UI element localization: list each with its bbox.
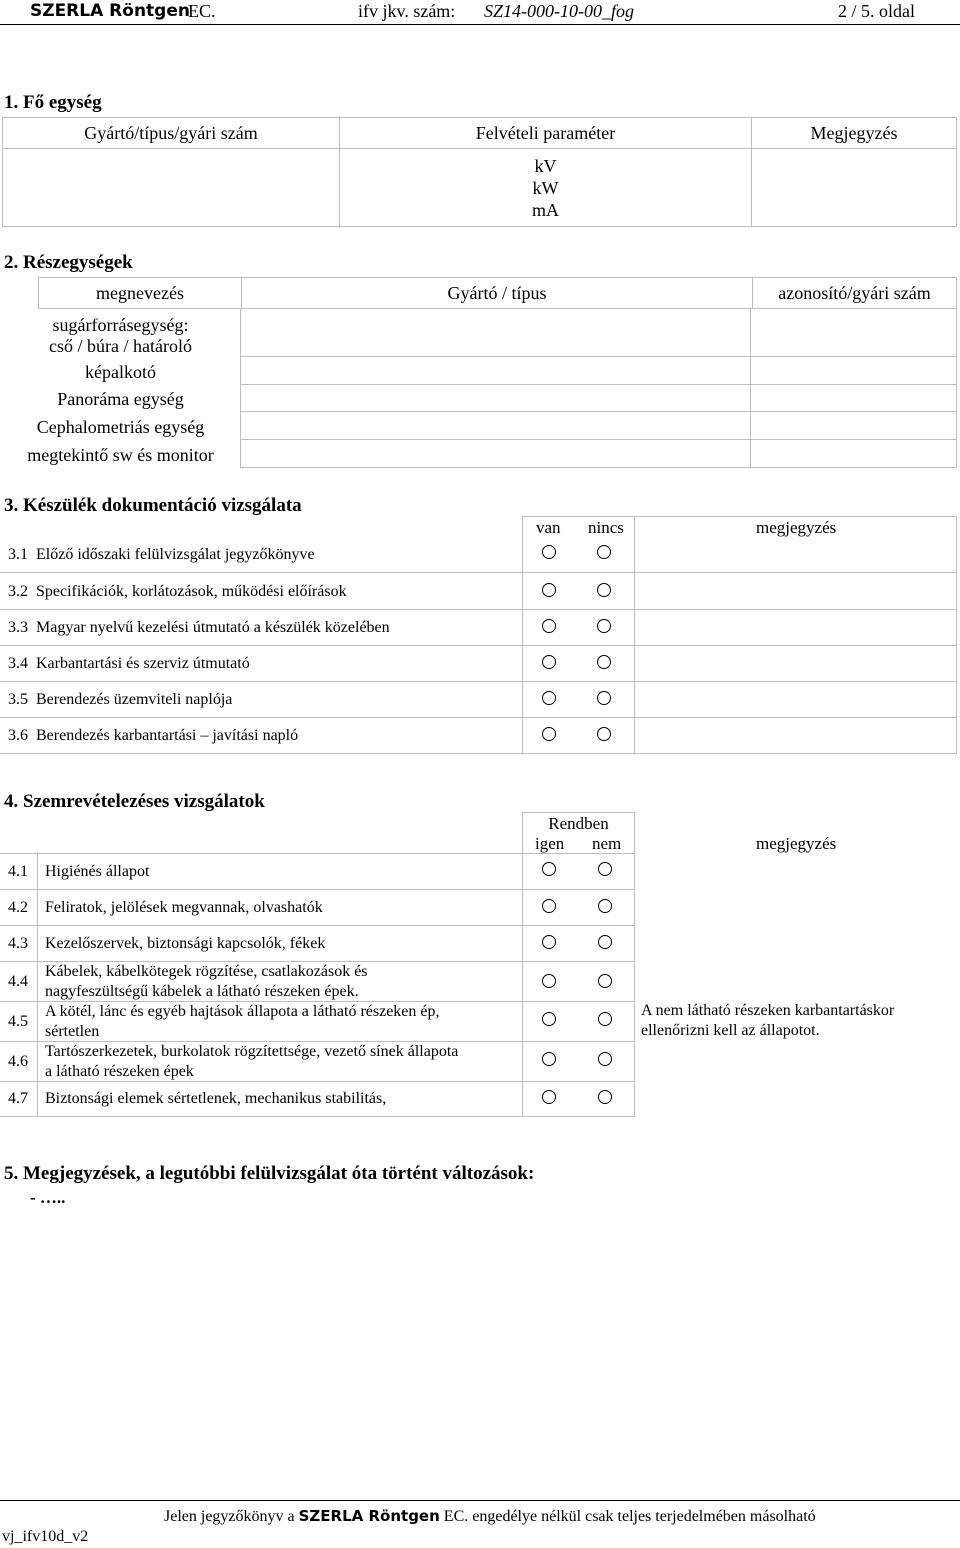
param-kv: kV <box>534 155 557 176</box>
s4-note-line2: ellenőrizni kell az állapotot. <box>641 1022 820 1039</box>
footer-notice <box>164 1507 816 1526</box>
s3-1-nincs-radio[interactable] <box>597 545 611 559</box>
s3-3-nincs-radio[interactable] <box>597 619 611 633</box>
s3-6-nincs-radio[interactable] <box>597 727 611 741</box>
s4-6-igen-radio[interactable] <box>542 1052 556 1066</box>
s4-item-6-line1: Tartószerkezetek, burkolatok rögzítettsége, vezető sínek állapota <box>45 1043 459 1060</box>
s3-item-2-label: Specifikációk, korlátozások, működési előírások <box>36 583 347 600</box>
subunits-col-maker: Gyártó / típus <box>242 278 753 309</box>
s4-item-7-label: Biztonsági elemek sértetlenek, mechanikus stabilitás, <box>45 1090 387 1107</box>
s3-4-van-radio[interactable] <box>542 655 556 669</box>
s3-col-van: van <box>536 518 561 537</box>
s3-col-nincs: nincs <box>588 518 624 537</box>
footer-code: vj_ifv10d_v2 <box>2 1528 89 1545</box>
s3-item-3 <box>8 619 390 637</box>
subunit-source-sub: cső / búra / határoló <box>49 336 192 356</box>
s4-4-nem-radio[interactable] <box>598 974 612 988</box>
subunits-serial-area[interactable] <box>751 309 956 467</box>
s4-3-igen-radio[interactable] <box>542 935 556 949</box>
subunits-col-name: megnevezés <box>39 278 242 309</box>
section-3-title: 3. Készülék dokumentáció vizsgálata <box>4 495 302 516</box>
s4-item-3-label: Kezelőszervek, biztonsági kapcsolók, fékek <box>45 935 326 952</box>
header-brand: SZERLA Röntgen <box>30 1 190 21</box>
main-unit-table <box>2 117 957 227</box>
s4-item-4-num: 4.4 <box>8 973 28 990</box>
s4-item-1-num: 4.1 <box>8 863 28 880</box>
s3-item-4 <box>8 655 250 673</box>
section-5-title: 5. Megjegyzések, a legutóbbi felülvizsgálat óta történt változások: <box>4 1163 535 1184</box>
s3-item-4-num: 3.4 <box>8 655 28 672</box>
main-unit-params-cell <box>340 149 752 227</box>
s4-note-line1: A nem látható részeken karbantartáskor <box>641 1002 895 1019</box>
param-ma: mA <box>532 199 559 220</box>
s4-item-4-line1: Kábelek, kábelkötegek rögzítése, csatlakozások és <box>45 963 368 980</box>
s3-item-5-num: 3.5 <box>8 691 28 708</box>
page-header <box>0 0 960 25</box>
header-doc-number: SZ14-000-10-00_fog <box>484 1 634 21</box>
main-unit-col-note: Megjegyzés <box>752 118 957 149</box>
s4-3-nem-radio[interactable] <box>598 935 612 949</box>
s4-item-5-line2: sértetlen <box>45 1023 100 1040</box>
s4-item-6-num: 4.6 <box>8 1053 28 1070</box>
footer-text-post: EC. engedélye nélkül csak teljes terjedelmében másolható <box>443 1508 816 1525</box>
s4-5-igen-radio[interactable] <box>542 1012 556 1026</box>
s4-item-6-line2: a látható részeken épek <box>45 1063 194 1080</box>
s3-item-5 <box>8 691 232 709</box>
subunit-source-label: sugárforrásegység: <box>52 315 189 335</box>
footer-text-pre: Jelen jegyzőkönyv a <box>164 1508 295 1525</box>
s3-6-van-radio[interactable] <box>542 727 556 741</box>
s3-item-2-num: 3.2 <box>8 583 28 600</box>
s4-col-note: megjegyzés <box>756 834 837 853</box>
param-kw: kW <box>532 177 559 198</box>
s4-item-2-num: 4.2 <box>8 899 28 916</box>
s3-item-1-label: Előző időszaki felülvizsgálat jegyzőkönyve <box>36 546 315 563</box>
subunit-panorama: Panoráma egység <box>57 389 184 409</box>
s3-item-6-label: Berendezés karbantartási – javítási napló <box>36 727 299 744</box>
s3-item-1-num: 3.1 <box>8 546 28 563</box>
main-unit-type-cell[interactable] <box>3 149 340 227</box>
s3-col-note: megjegyzés <box>756 518 837 537</box>
section-4-title: 4. Szemrevételezéses vizsgálatok <box>4 791 265 812</box>
s4-7-igen-radio[interactable] <box>542 1090 556 1104</box>
main-unit-note-cell[interactable] <box>752 149 957 227</box>
s4-item-7-num: 4.7 <box>8 1090 28 1107</box>
s4-7-nem-radio[interactable] <box>598 1090 612 1104</box>
s4-1-igen-radio[interactable] <box>542 862 556 876</box>
s3-item-3-num: 3.3 <box>8 619 28 636</box>
subunits-maker-area[interactable] <box>241 309 750 467</box>
page-footer <box>0 1500 960 1548</box>
s4-col-igen: igen <box>535 834 565 853</box>
s4-notes-area[interactable] <box>636 854 956 1116</box>
subunit-ceph: Cephalometriás egység <box>36 417 205 437</box>
s3-item-6 <box>8 727 298 745</box>
s4-4-igen-radio[interactable] <box>542 974 556 988</box>
s4-6-nem-radio[interactable] <box>598 1052 612 1066</box>
header-doc-label: ifv jkv. szám: <box>358 1 456 21</box>
subunits-table <box>38 277 957 309</box>
s4-2-igen-radio[interactable] <box>542 899 556 913</box>
s4-item-1-label: Higiénés állapot <box>45 863 150 880</box>
header-page-number: 2 / 5. oldal <box>838 1 915 21</box>
subunit-imager: képalkotó <box>85 362 156 382</box>
s3-item-6-num: 3.6 <box>8 727 28 744</box>
main-unit-col-param: Felvételi paraméter <box>340 118 752 149</box>
section-2-title: 2. Részegységek <box>4 252 133 273</box>
s3-1-van-radio[interactable] <box>542 545 556 559</box>
s3-5-van-radio[interactable] <box>542 691 556 705</box>
s3-4-nincs-radio[interactable] <box>597 655 611 669</box>
main-unit-col-type: Gyártó/típus/gyári szám <box>3 118 340 149</box>
s3-5-nincs-radio[interactable] <box>597 691 611 705</box>
s3-item-3-label: Magyar nyelvű kezelési útmutató a készülék közelében <box>36 619 390 636</box>
s4-item-5-line1: A kötél, lánc és egyéb hajtások állapota a látható részeken ép, <box>45 1003 440 1020</box>
s4-2-nem-radio[interactable] <box>598 899 612 913</box>
s3-item-1 <box>8 546 315 564</box>
s4-group-rendben: Rendben <box>548 814 609 833</box>
footer-brand: SZERLA Röntgen <box>298 1507 440 1525</box>
s3-item-5-label: Berendezés üzemviteli naplója <box>36 691 233 708</box>
s4-item-2-label: Feliratok, jelölések megvannak, olvashatók <box>45 899 323 916</box>
subunit-monitor: megtekintő sw és monitor <box>27 445 214 465</box>
s4-item-4-line2: nagyfeszültségű kábelek a látható részeken épek. <box>45 983 359 1000</box>
section-1-title: 1. Fő egység <box>4 92 102 113</box>
s3-notes-area[interactable] <box>635 535 956 753</box>
s3-3-van-radio[interactable] <box>542 619 556 633</box>
s3-item-4-label: Karbantartási és szerviz útmutató <box>36 655 250 672</box>
s4-item-3-num: 4.3 <box>8 935 28 952</box>
header-brand-suffix: EC. <box>188 1 216 21</box>
s3-item-2 <box>8 583 347 601</box>
s4-5-nem-radio[interactable] <box>598 1012 612 1026</box>
s4-col-nem: nem <box>592 834 622 853</box>
subunits-col-serial: azonosító/gyári szám <box>753 278 957 309</box>
s3-2-nincs-radio[interactable] <box>597 583 611 597</box>
subunits-names <box>0 309 241 467</box>
s4-1-nem-radio[interactable] <box>598 862 612 876</box>
s4-item-5-num: 4.5 <box>8 1013 28 1030</box>
s5-content[interactable]: - ….. <box>30 1188 66 1207</box>
s3-2-van-radio[interactable] <box>542 583 556 597</box>
